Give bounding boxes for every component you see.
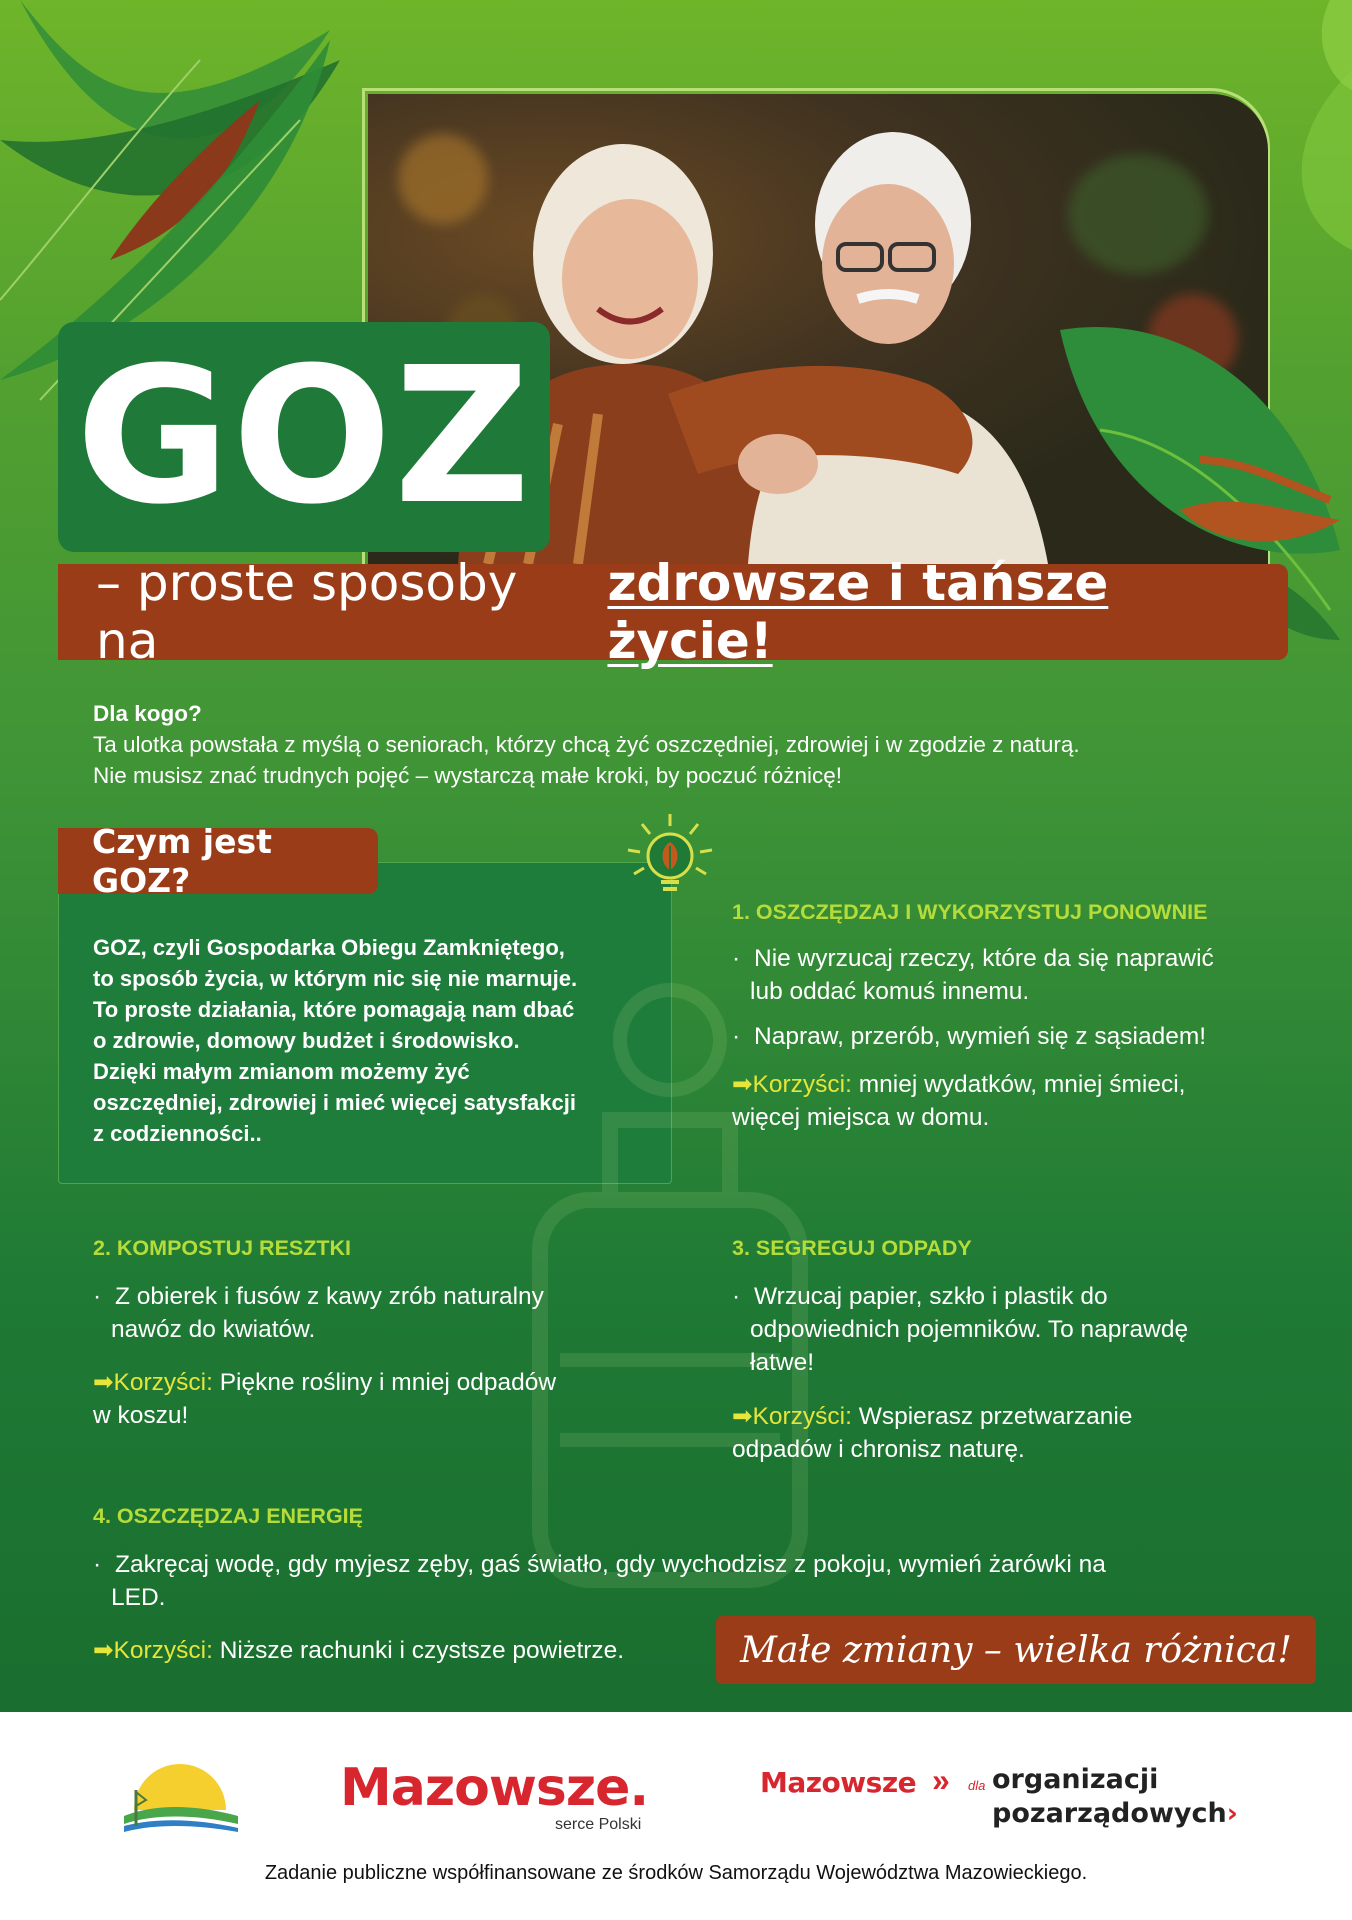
ngo-logo-dla: dla xyxy=(968,1778,986,1793)
benefit-text: odpadów i chronisz naturę. xyxy=(732,1436,1025,1463)
bullet-text: Zakręcaj wodę, gdy myjesz zęby, gaś światło, gdy wychodzisz z pokoju, wymień żarówki na xyxy=(115,1551,1106,1578)
slogan-banner: Małe zmiany – wielka różnica! xyxy=(716,1616,1316,1684)
subtitle-emphasis: zdrowsze i tańsze życie! xyxy=(607,554,1109,670)
section-4-benefit xyxy=(93,1634,624,1667)
lightbulb-leaf-icon xyxy=(620,812,720,902)
section-1-bullet-1: · Nie wyrzucaj rzeczy, które da się naprawić lub oddać komuś innemu. xyxy=(732,942,1214,1008)
section-1-bullet-2: · Napraw, przerób, wymień się z sąsiadem! xyxy=(732,1023,1207,1050)
what-is-line: z codzienności.. xyxy=(93,1121,262,1146)
section-4-heading: 4. OSZCZĘDZAJ ENERGIĘ xyxy=(93,1504,363,1528)
section-3-bullet-1: · Wrzucaj papier, szkło i plastik do odpowiednich pojemników. To naprawdę łatwe! xyxy=(732,1280,1188,1379)
ngo-logo-mazowsze: Mazowsze xyxy=(760,1766,917,1799)
benefit-label: ➡Korzyści: xyxy=(93,1369,213,1396)
ngo-logo-line-2 xyxy=(992,1798,1238,1829)
what-is-line: o zdrowie, domowy budżet i środowisko. xyxy=(93,1028,520,1053)
what-is-line: oszczędniej, zdrowiej i mieć więcej satysfakcji xyxy=(93,1090,576,1115)
intro-line-1: Ta ulotka powstała z myślą o seniorach, którzy chcą żyć oszczędniej, zdrowiej i w zgodzie z naturą. xyxy=(93,732,1080,757)
what-is-line: Dzięki małym zmianom możemy żyć xyxy=(93,1059,470,1084)
bullet-text: Nie wyrzucaj rzeczy, które da się naprawić xyxy=(754,945,1214,972)
intro-heading: Dla kogo? xyxy=(93,701,202,726)
bullet-text: łatwe! xyxy=(750,1349,815,1376)
page-title: GOZ xyxy=(75,327,533,546)
what-is-line: GOZ, czyli Gospodarka Obiegu Zamkniętego, xyxy=(93,935,565,960)
ngo-logo-arrow-icon: » xyxy=(932,1762,950,1798)
bullet-text: Z obierek i fusów z kawy zrób naturalny xyxy=(115,1283,544,1310)
mazowsze-logo-tagline: serce Polski xyxy=(555,1816,642,1833)
bullet-text: Napraw, przerób, wymień się z sąsiadem! xyxy=(754,1023,1207,1050)
mazowsze-logo: Mazowsze. xyxy=(340,1758,649,1818)
what-is-line: To proste działania, które pomagają nam dbać xyxy=(93,997,575,1022)
ngo-logo-line-1: organizacji xyxy=(992,1764,1159,1795)
section-2-benefit xyxy=(93,1366,556,1432)
section-2-heading: 2. KOMPOSTUJ RESZTKI xyxy=(93,1236,352,1260)
benefit-label: ➡Korzyści: xyxy=(93,1637,213,1664)
subtitle-banner xyxy=(58,554,1288,670)
section-4-bullet-1: · Zakręcaj wodę, gdy myjesz zęby, gaś światło, gdy wychodzisz z pokoju, wymień żarówki na LED. xyxy=(93,1548,1106,1614)
what-is-line: to sposób życia, w którym nic się nie marnuje. xyxy=(93,966,578,991)
section-1-heading: 1. OSZCZĘDZAJ I WYKORZYSTUJ PONOWNIE xyxy=(732,900,1208,924)
section-2-bullet-1: · Z obierek i fusów z kawy zrób naturalny nawóz do kwiatów. xyxy=(93,1280,544,1346)
bullet-text: LED. xyxy=(111,1584,166,1611)
bullet-text: nawóz do kwiatów. xyxy=(111,1316,316,1343)
ngo-logo-line-2-text: pozarządowych xyxy=(992,1798,1227,1829)
benefit-text: więcej miejsca w domu. xyxy=(732,1104,990,1131)
benefit-text: mniej wydatków, mniej śmieci, xyxy=(851,1071,1186,1098)
intro-line-2: Nie musisz znać trudnych pojęć – wystarczą małe kroki, by poczuć różnicę! xyxy=(93,763,843,788)
bullet-text: Wrzucaj papier, szkło i plastik do xyxy=(754,1283,1108,1310)
ngo-logo-chevron-icon: › xyxy=(1226,1798,1238,1829)
intro-section xyxy=(93,698,1273,791)
what-is-goz-heading: Czym jest GOZ? xyxy=(58,828,378,894)
section-1-benefit xyxy=(732,1068,1185,1134)
municipality-logo xyxy=(114,1760,248,1840)
benefit-label: ➡Korzyści: xyxy=(732,1071,852,1098)
benefit-text: w koszu! xyxy=(93,1402,189,1429)
section-3-benefit xyxy=(732,1400,1132,1466)
benefit-text: Piękne rośliny i mniej odpadów xyxy=(212,1369,557,1396)
funding-note: Zadanie publiczne współfinansowane ze środków Samorządu Województwa Mazowieckiego. xyxy=(264,1862,1088,1884)
bullet-text: odpowiednich pojemników. To naprawdę xyxy=(750,1316,1189,1343)
section-3-heading: 3. SEGREGUJ ODPADY xyxy=(732,1236,972,1260)
subtitle-text: – proste sposoby na xyxy=(96,554,518,670)
benefit-label: ➡Korzyści: xyxy=(732,1403,852,1430)
benefit-text: Wspierasz przetwarzanie xyxy=(851,1403,1133,1430)
benefit-text: Niższe rachunki i czystsze powietrze. xyxy=(212,1637,625,1664)
goz-title-box xyxy=(58,322,550,552)
bullet-text: lub oddać komuś innemu. xyxy=(750,978,1030,1005)
